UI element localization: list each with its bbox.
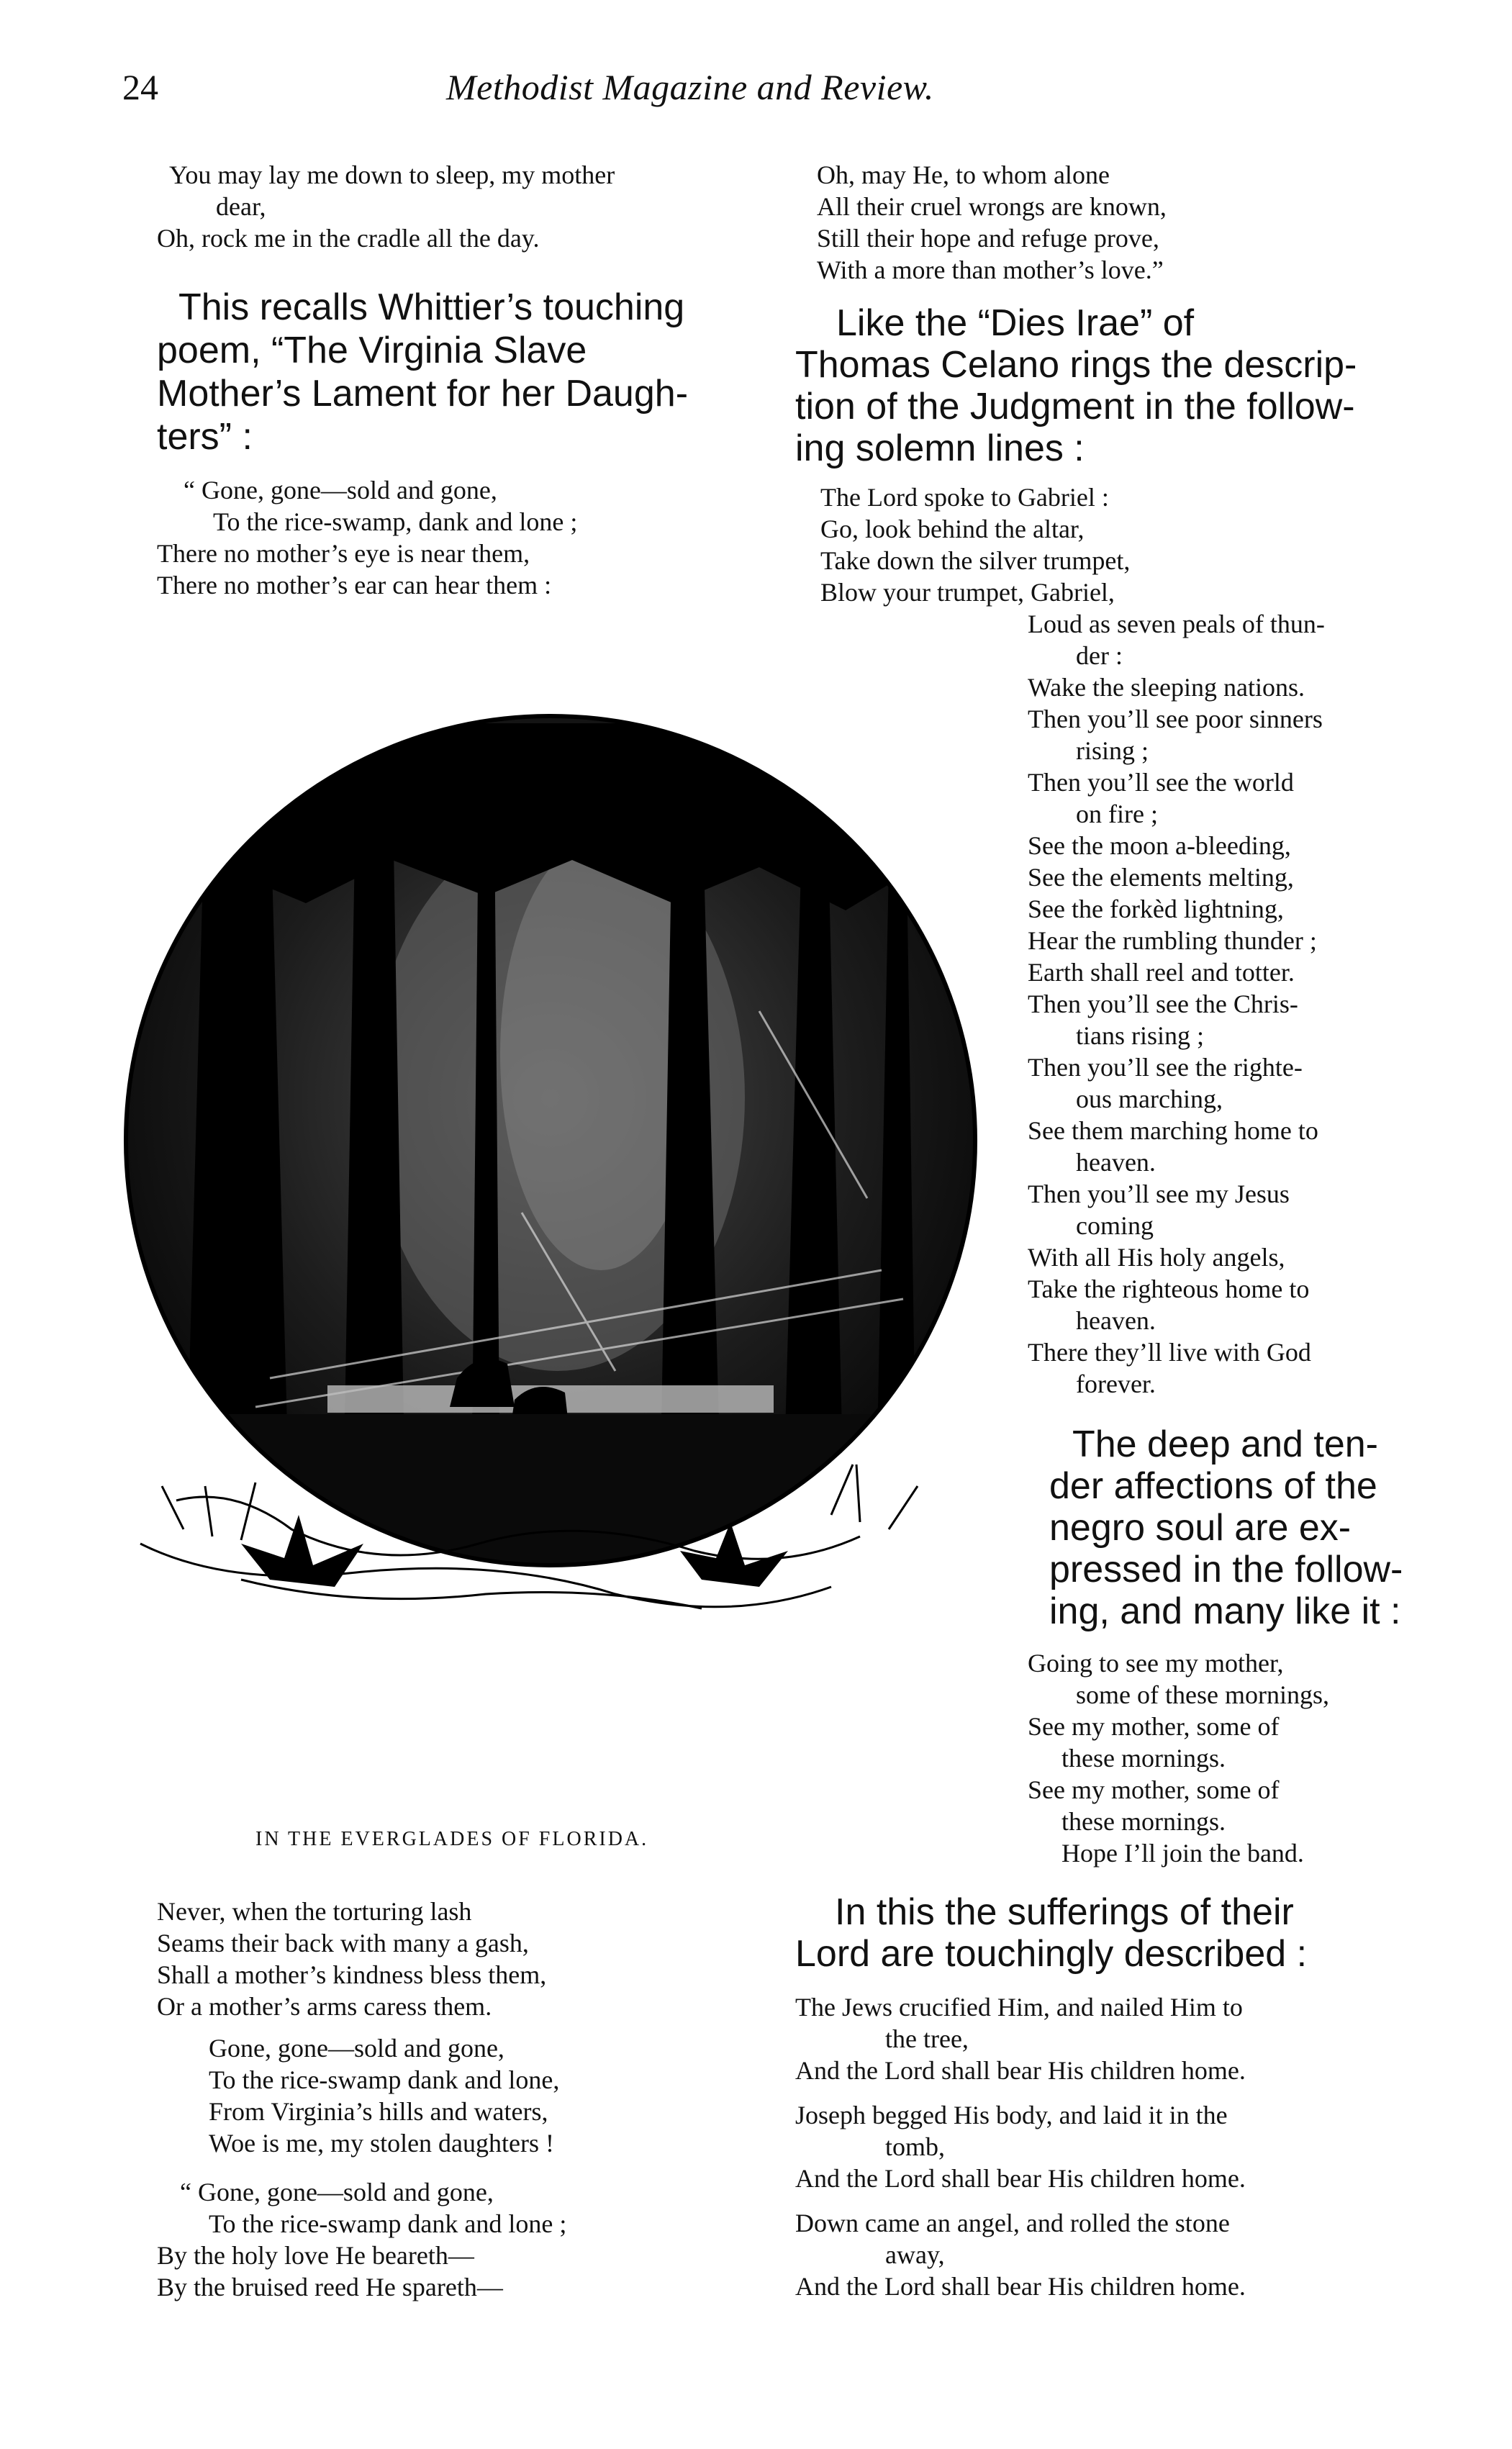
verse-line: And the Lord shall bear His children home. (795, 2164, 1246, 2193)
verse-line: forever. (1076, 1370, 1156, 1398)
prose-line: This recalls Whittier’s touching (178, 286, 685, 328)
verse-line: some of these mornings, (1076, 1680, 1329, 1709)
swamp-engraving-icon (54, 651, 1033, 1821)
prose-line: pressed in the follow- (1049, 1549, 1403, 1590)
verse-line: The Lord spoke to Gabriel : (820, 483, 1109, 512)
verse-line: tomb, (885, 2132, 946, 2161)
page-number: 24 (122, 67, 158, 107)
verse-line: Then you’ll see the righte- (1028, 1053, 1303, 1082)
verse-line: Shall a mother’s kindness bless them, (157, 1960, 547, 1989)
verse-line: To the rice-swamp dank and lone ; (209, 2209, 567, 2238)
verse-line: By the bruised reed He spareth— (157, 2273, 503, 2301)
verse-line: coming (1076, 1211, 1154, 1240)
verse-line: Going to see my mother, (1028, 1649, 1284, 1678)
prose-line: der affections of the (1049, 1465, 1377, 1507)
verse-line: There no mother’s ear can hear them : (157, 571, 552, 599)
prose-line: Like the “Dies Irae” of (836, 302, 1195, 344)
prose-line: ing solemn lines : (795, 427, 1085, 469)
everglades-figure (54, 651, 1033, 1821)
verse-line: “ Gone, gone—sold and gone, (184, 476, 497, 504)
verse-line: ous marching, (1076, 1085, 1223, 1113)
verse-line: By the holy love He beareth— (157, 2241, 474, 2270)
verse-line: Then you’ll see the world (1028, 768, 1294, 797)
verse-line: Seams their back with many a gash, (157, 1929, 529, 1957)
prose-line: ing, and many like it : (1049, 1590, 1401, 1632)
verse-line: There they’ll live with God (1028, 1338, 1311, 1367)
verse-line: Go, look behind the altar, (820, 515, 1085, 543)
verse-line: these mornings. (1061, 1744, 1226, 1773)
verse-line: With a more than mother’s love.” (817, 255, 1164, 284)
verse-line: There no mother’s eye is near them, (157, 539, 530, 568)
prose-line: In this the sufferings of their (835, 1891, 1294, 1933)
prose-line: The deep and ten- (1072, 1423, 1378, 1465)
verse-line: See my mother, some of (1028, 1775, 1280, 1804)
verse-line: And the Lord shall bear His children home. (795, 2272, 1246, 2301)
verse-line: Oh, may He, to whom alone (817, 160, 1110, 189)
verse-line: Loud as seven peals of thun- (1028, 610, 1325, 638)
verse-line: Take the righteous home to (1028, 1275, 1310, 1303)
prose-line: Mother’s Lament for her Daugh- (157, 373, 689, 415)
verse-line: Oh, rock me in the cradle all the day. (157, 224, 540, 253)
verse-line: See the forkèd lightning, (1028, 895, 1284, 923)
verse-line: To the rice-swamp dank and lone, (209, 2065, 560, 2094)
verse-line: away, (885, 2240, 945, 2269)
figure-caption: IN THE EVERGLADES OF FLORIDA. (255, 1828, 649, 1850)
verse-line: Hope I’ll join the band. (1061, 1839, 1304, 1868)
verse-line: And the Lord shall bear His children home. (795, 2056, 1246, 2085)
verse-line: the tree, (885, 2024, 969, 2053)
prose-line: Lord are touchingly described : (795, 1933, 1308, 1975)
verse-line: Blow your trumpet, Gabriel, (820, 578, 1115, 607)
verse-line: Or a mother’s arms caress them. (157, 1992, 492, 2021)
verse-line: All their cruel wrongs are known, (817, 192, 1167, 221)
verse-line: rising ; (1076, 736, 1149, 765)
verse-line: Wake the sleeping nations. (1028, 673, 1305, 702)
verse-line: tians rising ; (1076, 1021, 1204, 1050)
prose-line: tion of the Judgment in the follow- (795, 386, 1355, 427)
verse-line: Down came an angel, and rolled the stone (795, 2209, 1230, 2237)
verse-line: Then you’ll see the Chris- (1028, 990, 1298, 1018)
verse-line: Woe is me, my stolen daughters ! (209, 2129, 555, 2158)
verse-line: on fire ; (1076, 800, 1158, 828)
verse-line: Joseph begged His body, and laid it in the (795, 2101, 1228, 2129)
verse-line: With all His holy angels, (1028, 1243, 1285, 1272)
verse-line: Then you’ll see my Jesus (1028, 1180, 1290, 1208)
verse-line: Gone, gone—sold and gone, (209, 2034, 504, 2063)
prose-line: Thomas Celano rings the descrip- (795, 344, 1357, 386)
verse-line: heaven. (1076, 1306, 1156, 1335)
running-title: Methodist Magazine and Review. (446, 67, 934, 107)
verse-line: See the elements melting, (1028, 863, 1294, 892)
verse-line: The Jews crucified Him, and nailed Him to (795, 1993, 1243, 2022)
verse-line: See them marching home to (1028, 1116, 1318, 1145)
verse-line: To the rice-swamp, dank and lone ; (213, 507, 578, 536)
verse-line: Then you’ll see poor sinners (1028, 705, 1323, 733)
verse-line: Take down the silver trumpet, (820, 546, 1131, 575)
verse-line: Still their hope and refuge prove, (817, 224, 1159, 253)
prose-line: negro soul are ex- (1049, 1507, 1352, 1549)
verse-line: See my mother, some of (1028, 1712, 1280, 1741)
verse-line: From Virginia’s hills and waters, (209, 2097, 548, 2126)
verse-line: heaven. (1076, 1148, 1156, 1177)
verse-line: See the moon a-bleeding, (1028, 831, 1291, 860)
verse-line: You may lay me down to sleep, my mother (169, 160, 615, 189)
verse-line: these mornings. (1061, 1807, 1226, 1836)
prose-line: ters” : (157, 416, 253, 458)
verse-line: dear, (216, 192, 266, 221)
verse-line: Earth shall reel and totter. (1028, 958, 1295, 987)
verse-line: “ Gone, gone—sold and gone, (180, 2178, 494, 2206)
prose-line: poem, “The Virginia Slave (157, 330, 587, 371)
verse-line: Never, when the torturing lash (157, 1897, 472, 1926)
verse-line: Hear the rumbling thunder ; (1028, 926, 1317, 955)
verse-line: der : (1076, 641, 1123, 670)
